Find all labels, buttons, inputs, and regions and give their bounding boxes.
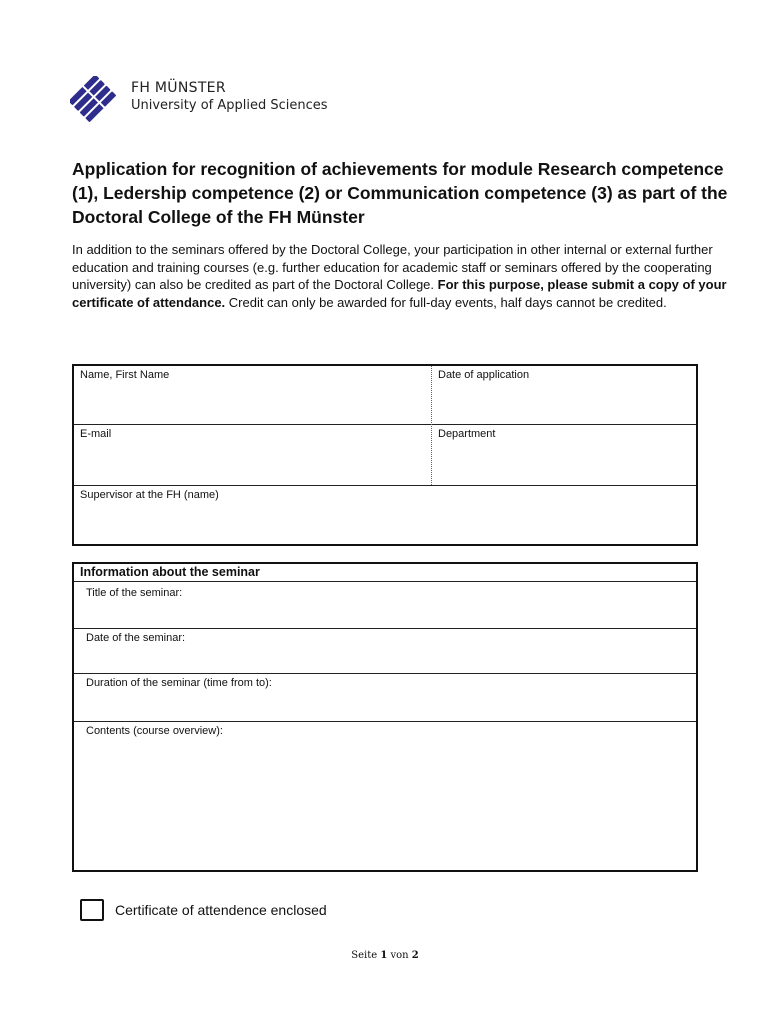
department-field[interactable] [432, 425, 696, 485]
page-footer [0, 950, 770, 961]
intro-text-start: In addition to the seminars offered by the Doctoral College, your participation in other internal or external further education and training courses (e.g. further education for academic staff or seminars offered by the cooperating university) can also be credited as part of the Doctoral College. [72, 242, 713, 293]
of-word: von [390, 950, 409, 961]
page-total: 2 [411, 950, 419, 961]
intro-text-bold: For this purpose, please submit a copy of your certificate of attendance. [72, 277, 727, 310]
institution-brand [131, 80, 328, 114]
certificate-label: Certificate of attendence enclosed [115, 902, 327, 918]
institution-subtitle: University of Applied Sciences [131, 98, 328, 113]
fh-muenster-logo-icon [70, 76, 116, 122]
email-field[interactable] [74, 425, 430, 485]
department-label: Department [438, 428, 496, 440]
supervisor-field[interactable] [74, 486, 696, 544]
seminar-title-field[interactable] [74, 582, 696, 628]
seminar-title-label: Title of the seminar: [86, 587, 183, 599]
page-current: 1 [380, 950, 388, 961]
institution-name: FH MÜNSTER [131, 80, 226, 96]
intro-paragraph [72, 241, 742, 311]
seminar-contents-label: Contents (course overview): [86, 725, 223, 737]
certificate-checkbox[interactable] [80, 899, 104, 921]
date-of-application-field[interactable] [432, 366, 696, 424]
seminar-duration-field[interactable] [74, 674, 696, 721]
seminar-section-heading: Information about the seminar [80, 565, 260, 579]
page-word: Seite [351, 950, 378, 961]
supervisor-label: Supervisor at the FH (name) [80, 489, 219, 501]
document-title: Application for recognition of achievements for module Research competence (1), Ledership competence (2) or Communication competence (3) as part of the Doctoral College of the FH Münster [72, 159, 728, 227]
seminar-date-label: Date of the seminar: [86, 632, 186, 644]
name-label: Name, First Name [80, 369, 170, 381]
name-field[interactable] [74, 366, 430, 424]
seminar-date-field[interactable] [74, 629, 696, 673]
email-label: E-mail [80, 428, 112, 440]
intro-text-end: Credit can only be awarded for full-day events, half days cannot be credited. [225, 294, 667, 310]
seminar-contents-field[interactable] [74, 722, 696, 870]
seminar-duration-label: Duration of the seminar (time from to): [86, 677, 272, 689]
date-of-application-label: Date of application [438, 369, 530, 381]
